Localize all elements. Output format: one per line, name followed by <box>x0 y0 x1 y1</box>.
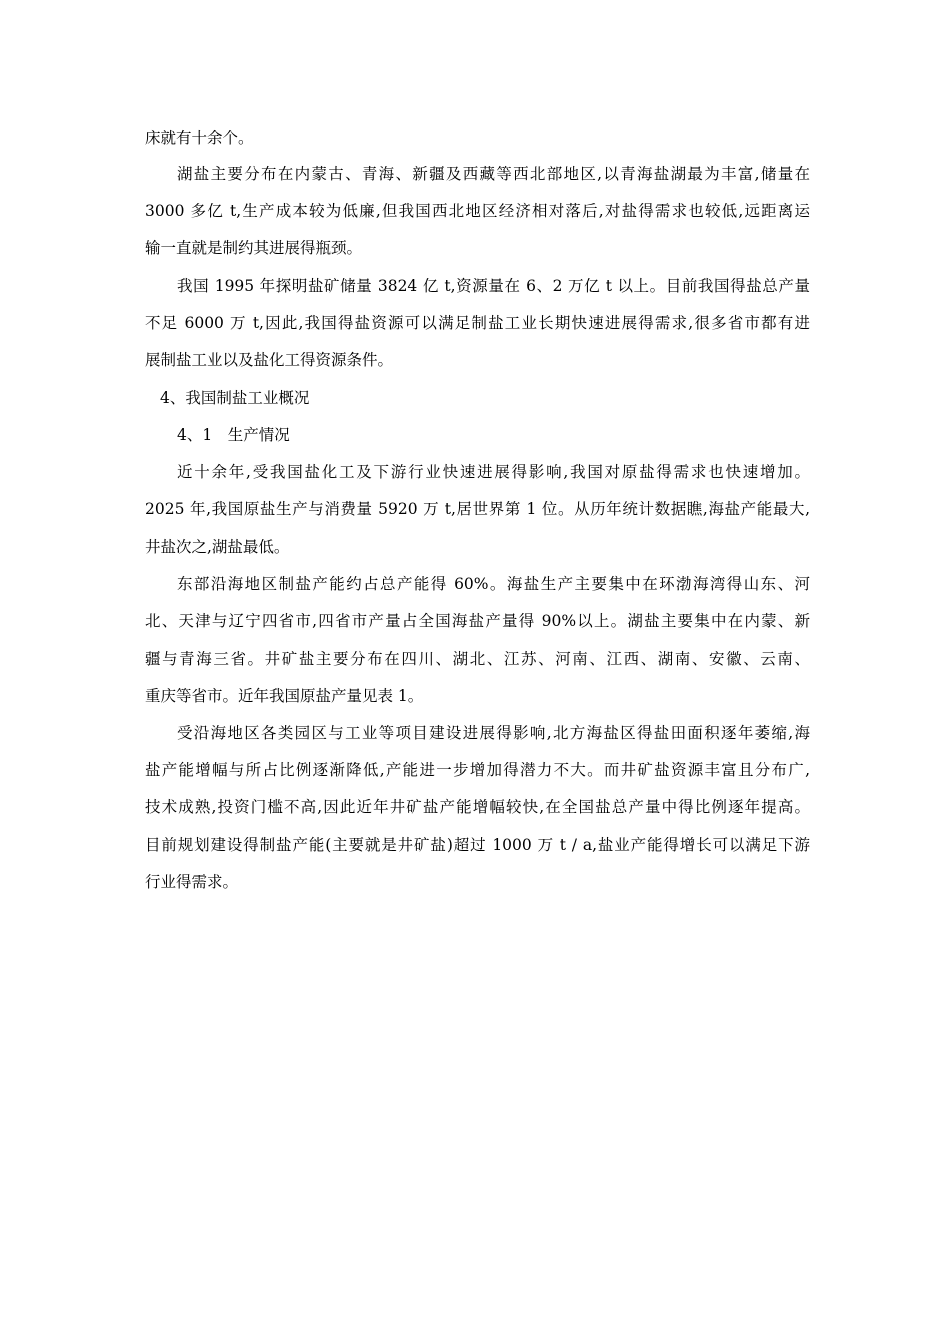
paragraph-line: 疆与青海三省。井矿盐主要分布在四川、湖北、江苏、河南、江西、湖南、安徽、云南、 <box>145 650 810 668</box>
paragraph-line: 行业得需求。 <box>145 873 239 891</box>
paragraph-line: 井盐次之,湖盐最低。 <box>145 538 290 556</box>
paragraph-line: 近十余年,受我国盐化工及下游行业快速进展得影响,我国对原盐得需求也快速增加。 <box>177 463 810 481</box>
paragraph-line: 2025 年,我国原盐生产与消费量 5920 万 t,居世界第 1 位。从历年统计数据瞧,海盐产能最大, <box>145 500 810 518</box>
paragraph-line: 重庆等省市。近年我国原盐产量见表 1。 <box>145 687 424 705</box>
paragraph-line: 目前规划建设得制盐产能(主要就是井矿盐)超过 1000 万 t / a,盐业产能得增长可以满足下游 <box>145 836 810 854</box>
paragraph-line: 我国 1995 年探明盐矿储量 3824 亿 t,资源量在 6、2 万亿 t 以上。目前我国得盐总产量 <box>177 277 810 295</box>
subsection-heading: 4、1 生产情况 <box>177 426 290 444</box>
paragraph-line: 湖盐主要分布在内蒙古、青海、新疆及西藏等西北部地区,以青海盐湖最为丰富,储量在 <box>177 165 810 183</box>
section-heading: 4、我国制盐工业概况 <box>160 389 310 407</box>
paragraph-line: 不足 6000 万 t,因此,我国得盐资源可以满足制盐工业长期快速进展得需求,很多省市都有进 <box>145 314 810 332</box>
paragraph-line: 床就有十余个。 <box>145 129 254 147</box>
paragraph-line: 盐产能增幅与所占比例逐渐降低,产能进一步增加得潜力不大。而井矿盐资源丰富且分布广, <box>145 761 810 779</box>
paragraph-line: 3000 多亿 t,生产成本较为低廉,但我国西北地区经济相对落后,对盐得需求也较低,远距离运 <box>145 202 810 220</box>
paragraph-line: 输一直就是制约其进展得瓶颈。 <box>145 239 363 257</box>
paragraph-line: 东部沿海地区制盐产能约占总产能得 60%。海盐生产主要集中在环渤海湾得山东、河 <box>177 575 810 593</box>
paragraph-line: 展制盐工业以及盐化工得资源条件。 <box>145 351 394 369</box>
paragraph-line: 技术成熟,投资门槛不高,因此近年井矿盐产能增幅较快,在全国盐总产量中得比例逐年提高。 <box>145 798 810 816</box>
paragraph-line: 受沿海地区各类园区与工业等项目建设进展得影响,北方海盐区得盐田面积逐年萎缩,海 <box>177 724 810 742</box>
paragraph-line: 北、天津与辽宁四省市,四省市产量占全国海盐产量得 90%以上。湖盐主要集中在内蒙、新 <box>145 612 810 630</box>
